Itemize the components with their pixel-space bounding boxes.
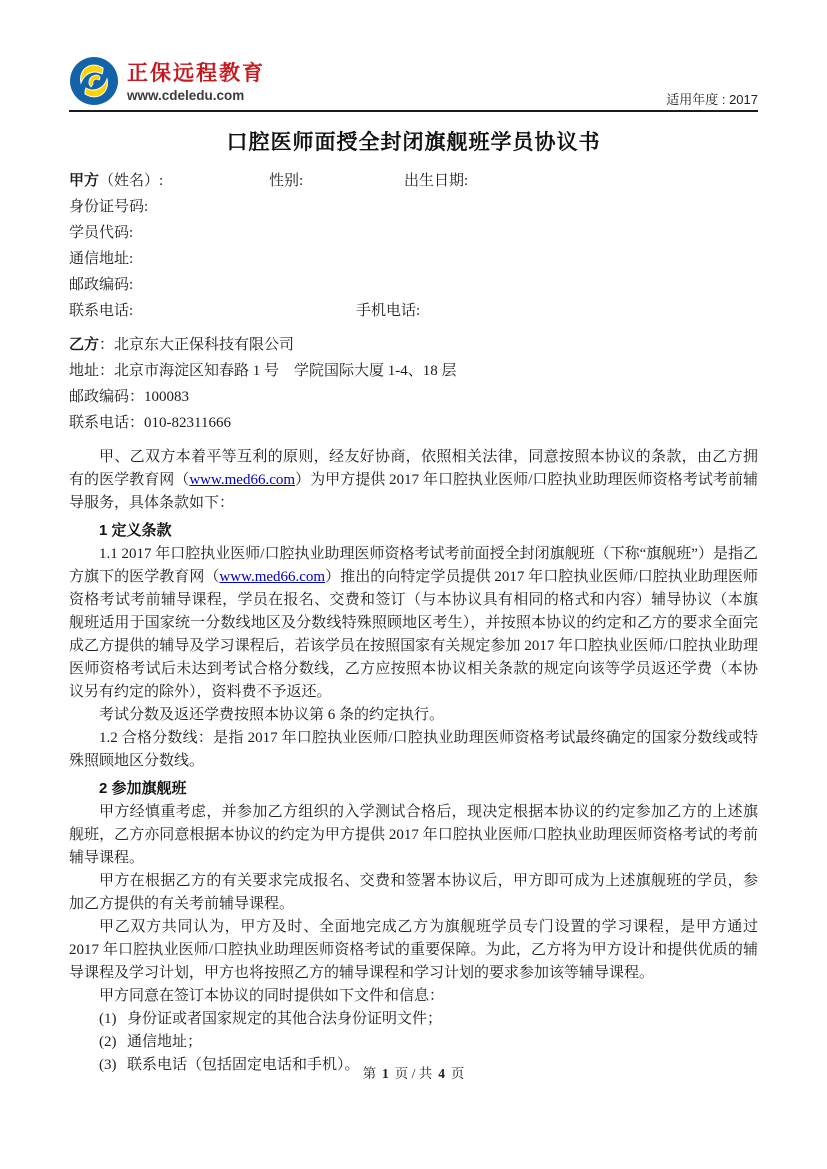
mobile-phone-field-label: 手机电话: (356, 303, 421, 319)
med66-link[interactable]: www.med66.com (189, 472, 296, 488)
brand-website: www.cdeledu.com (127, 88, 245, 103)
list-item-2 (69, 1031, 758, 1054)
clause-1-1-paragraph (69, 543, 758, 704)
list-item-2-text: 通信地址； (127, 1034, 203, 1050)
party-b-label: 乙方 (69, 336, 100, 353)
intro-paragraph (69, 446, 758, 515)
intro-text-after-link: ）为甲方提供 2017 年口腔执业医师/口腔执业助理医师资格考试考前辅导服务，具体条款如下： (69, 472, 758, 511)
party-b-section (69, 332, 758, 436)
footer-suffix: 页 (450, 1066, 465, 1081)
mailing-address-field-label: 通信地址: (69, 251, 134, 267)
contact-phone-field-label: 联系电话: (69, 303, 134, 319)
section-2-paragraph-2: 甲方在根据乙方的有关要求完成报名、交费和签署本协议后，甲方即可成为上述旗舰班的学员，参加乙方提供的有关考前辅导课程。 (69, 873, 758, 912)
total-page-count: 4 (438, 1066, 445, 1081)
header-divider (69, 110, 758, 112)
brand-block (127, 57, 265, 103)
student-code-field-label: 学员代码: (69, 225, 134, 241)
party-b-phone: 联系电话：010-82311666 (69, 415, 231, 431)
footer-prefix: 第 (362, 1066, 377, 1081)
cdel-logo-icon (69, 56, 119, 106)
section-1-heading: 1 定义条款 (99, 522, 172, 539)
current-page-number: 1 (382, 1066, 389, 1081)
party-b-company-row (69, 332, 758, 358)
section-2-paragraph-3: 甲乙双方共同认为，甲方及时、全面地完成乙方为旗舰班学员专门设置的学习课程，是甲方通过 2017 年口腔执业医师/口腔执业助理医师资格考试的重要保障。为此，乙方将为甲方设计和提供优质的辅导课程及学习计划，甲方也将按照乙方的辅导课程和学习计划的要求参加该等辅导课程。 (69, 919, 758, 981)
party-b-company: ：北京东大正保科技有限公司 (99, 337, 295, 353)
birthdate-field-label: 出生日期: (404, 173, 469, 189)
section-2-paragraph-4: 甲方同意在签订本协议的同时提供如下文件和信息： (99, 988, 445, 1004)
clause-1-2-paragraph: 1.2 合格分数线：是指 2017 年口腔执业医师/口腔执业助理医师资格考试最终确定的国家分数线或特殊照顾地区分数线。 (69, 730, 758, 769)
list-item-1 (69, 1008, 758, 1031)
section-2-heading: 2 参加旗舰班 (99, 780, 187, 797)
party-a-name-row (69, 168, 758, 194)
applicable-year-label: 适用年度 : 2017 (666, 92, 758, 107)
med66-link-2[interactable]: www.med66.com (219, 569, 326, 585)
id-number-field-label: 身份证号码: (69, 199, 149, 215)
clause-1-1-before-link: 1.1 2017 年口腔执业医师/口腔执业助理医师资格考试考前面授全封闭旗舰班（下称“旗舰班”）是指乙方旗下的医学教育网（ (69, 546, 758, 585)
brand-name: 正保远程教育 (127, 62, 265, 85)
party-a-label: 甲方 (69, 172, 100, 189)
list-item-3-text: 联系电话（包括固定电话和手机）。 (127, 1057, 360, 1073)
intro-text-before-link: 甲、乙双方本着平等互利的原则，经友好协商，依照相关法律，同意按照本协议的条款，由乙方拥有的医学教育网（ (69, 449, 758, 488)
gender-field-label: 性别: (269, 173, 304, 189)
exam-score-clause: 考试分数及返还学费按照本协议第 6 条的约定执行。 (99, 707, 445, 723)
party-b-address: 地址：北京市海淀区知春路 1 号 学院国际大厦 1-4、18 层 (69, 363, 457, 379)
list-item-3-marker: (3) (99, 1057, 117, 1073)
list-item-1-text: 身份证或者国家规定的其他合法身份证明文件； (127, 1011, 443, 1027)
party-a-name-field-label: （姓名）: (99, 173, 164, 189)
document-header (69, 56, 758, 110)
postal-code-field-label: 邮政编码: (69, 277, 134, 293)
party-a-phone-row (69, 298, 758, 324)
agreement-body (69, 446, 758, 1077)
party-b-postal-code: 邮政编码：100083 (69, 389, 190, 405)
list-item-1-marker: (1) (99, 1011, 117, 1027)
party-a-section (69, 168, 758, 324)
clause-1-1-after-link: ）推出的向特定学员提供 2017 年口腔执业医师/口腔执业助理医师资格考试考前辅导课程，学员在报名、交费和签订（与本协议具有相同的格式和内容）辅导协议（本旗舰班适用于国家统一分数线地区及分数线特殊照顾地区考生），并按照本协议的约定和乙方的要求全面完成乙方提供的辅导及学习课程后，若该学员在按照国家有关规定参加 2017 年口腔执业医师/口腔执业助理医师资格考试后未达到考试合格分数线，乙方应按照本协议相关条款的规定向该等学员返还学费（本协议另有约定的除外），资料费不予返还。 (69, 569, 758, 700)
footer-separator: 页 / 共 (394, 1066, 433, 1081)
list-item-2-marker: (2) (99, 1034, 117, 1050)
section-2-paragraph-1: 甲方经慎重考虑，并参加乙方组织的入学测试合格后，现决定根据本协议的约定参加乙方的上述旗舰班，乙方亦同意根据本协议的约定为甲方提供 2017 年口腔执业医师/口腔执业助理医师资格考试的考前辅导课程。 (69, 804, 758, 866)
page-number-footer (0, 1062, 827, 1082)
page-title: 口腔医师面授全封闭旗舰班学员协议书 (226, 131, 601, 154)
